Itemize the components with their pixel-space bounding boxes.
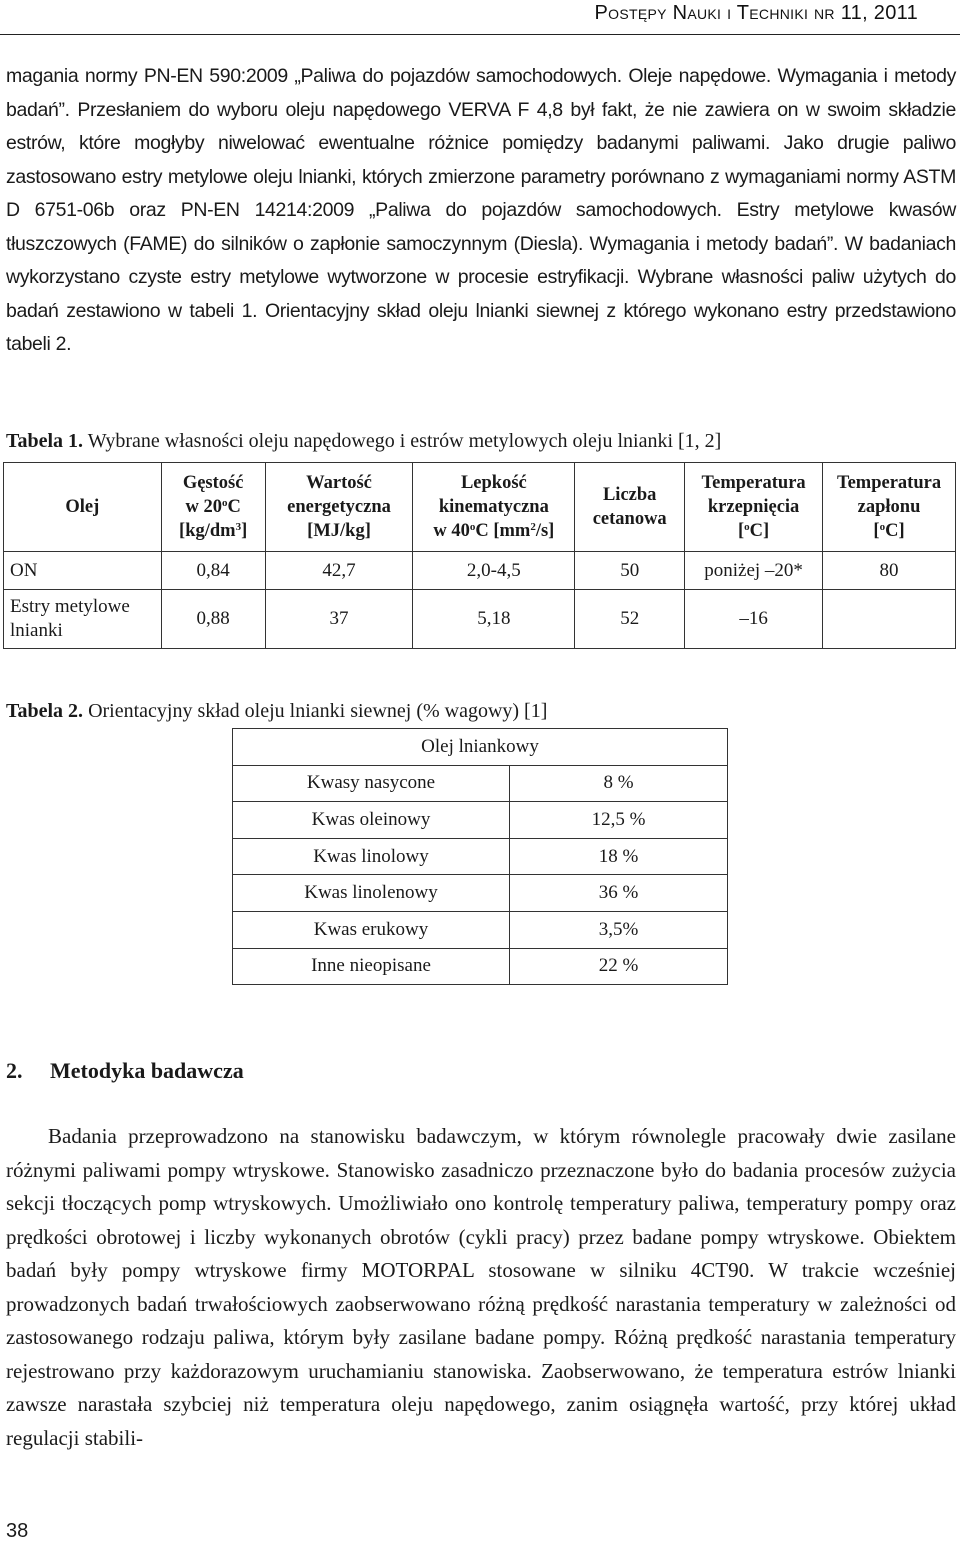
cell-energy: 37: [265, 590, 413, 649]
body-paragraph-1: magania normy PN-EN 590:2009 „Paliwa do pojazdów samochodowych. Oleje napędowe. Wymagania i metody badań”. Przesłaniem do wyboru oleju napędowego VERVA F 4,8 był fakt, że nie zawiera on w swoim składzie estrów, które mogłyby niwelować ewentualne różnice pomiędzy badanymi paliwami. Jako drugie paliwo zastosowano estry metylowe oleju lnianki, których zmierzone parametry porównano z wymaganiami normy ASTM D 6751-06b oraz PN-EN 14214:2009 „Paliwa do pojazdów samochodowych. Estry metylowe kwasów tłuszczowych (FAME) do silników o zapłonie samoczynnym (Diesla). Wymagania i metody badań”. W badaniach wykorzystano czyste estry metylowe wytworzone w procesie estryfikacji. Wybrane własności paliw użytych do badań zestawiono w tabeli 1. Orientacyjny skład oleju lnianki siewnej z którego wykonano estry przedstawiono tabeli 2.: [6, 65, 956, 355]
cell-cetane: 52: [575, 590, 685, 649]
table-1-title: Wybrane własności oleju napędowego i estrów metylowych oleju lnianki [1, 2]: [87, 430, 722, 452]
cell-oil: ON: [4, 552, 162, 590]
table-row: [233, 948, 728, 985]
table-2-header-row: [233, 729, 728, 766]
body-paragraph-2: Badania przeprowadzono na stanowisku badawczym, w którym równolegle pracowały dwie zasilane różnymi paliwami pompy wtryskowe. Stanowisko zasadniczo przeznaczone było do badania procesów zużycia sekcji tłoczących pomp wtryskowych. Umożliwiało ono kontrolę temperatury paliwa, temperatury pompy oraz prędkości obrotowej i liczby wykonanych obrotów (cykli pracy) przez badane pompy wtryskowe. Obiektem badań były pompy wtryskowe firmy MOTORPAL stosowane w silniku 4CT90. W trakcie wcześniej prowadzonych badań trwałościowych zaobserwowano różną prędkość narastania temperatury w zależności od zastosowanego rodzaju paliwa, którym były zasilane badane pompy. Różną prędkość narastania temperatury rejestrowano przy każdorazowym uruchamianiu stanowiska. Zaobserwowano, że temperatura estrów lnianki zawsze narastała szybciej niż temperatura oleju napędowego, zanim osiągnęła wartość, przy której układ regulacji stabili-: [6, 1124, 956, 1450]
journal-issue: 11, 2011: [840, 2, 918, 24]
col-header-pour-point: Temperatura krzepnięcia [$^o$C]: [685, 463, 823, 552]
cell-acid-share: 18 %: [510, 838, 728, 875]
table-row: [4, 590, 956, 649]
col-header-density: Gęstość w 20$^o$C $[kg/dm^3]$: [161, 463, 265, 552]
table-row: [233, 802, 728, 839]
cell-acid-share: 12,5 %: [510, 802, 728, 839]
cell-acid-name: Kwas erukowy: [233, 911, 510, 948]
header-rule: [0, 34, 960, 35]
page-number: 38: [6, 1520, 29, 1542]
table-1-caption: [6, 430, 721, 453]
col-header-energy: Wartość energetyczna [MJ/kg]: [265, 463, 413, 552]
cell-oil: Estry metylowe lnianki: [4, 590, 162, 649]
table-2: [232, 728, 728, 985]
cell-density: 0,88: [161, 590, 265, 649]
cell-energy: 42,7: [265, 552, 413, 590]
col-header-cetane: Liczba cetanowa: [575, 463, 685, 552]
table-1-label: Tabela 1.: [6, 430, 84, 452]
cell-pour-point: –16: [685, 590, 823, 649]
running-head: [595, 2, 919, 25]
table-2-label: Tabela 2.: [6, 700, 84, 722]
cell-acid-share: 22 %: [510, 948, 728, 985]
cell-acid-name: Kwas oleinowy: [233, 802, 510, 839]
cell-acid-name: Inne nieopisane: [233, 948, 510, 985]
col-header-oil: Olej: [4, 463, 162, 552]
table-row: [233, 765, 728, 802]
table-2-title: Orientacyjny skład oleju lnianki siewnej (% wagowy) [1]: [88, 700, 548, 722]
cell-cetane: 50: [575, 552, 685, 590]
table-row: [233, 838, 728, 875]
cell-acid-name: Kwas linolenowy: [233, 875, 510, 912]
cell-flash-point: 80: [823, 552, 956, 590]
journal-name: Postępy Nauki i Techniki nr: [594, 2, 835, 24]
cell-density: 0,84: [161, 552, 265, 590]
section-heading: [6, 1058, 244, 1084]
cell-flash-point: [823, 590, 956, 649]
col-header-viscosity: Lepkość kinematyczna w 40$^o$C $[mm^2/s]$: [413, 463, 575, 552]
cell-acid-share: 36 %: [510, 875, 728, 912]
table-1-header-row: [4, 463, 956, 552]
cell-acid-name: Kwas linolowy: [233, 838, 510, 875]
table-row: [233, 875, 728, 912]
section-number: 2.: [6, 1058, 23, 1083]
col-header-flash-point: Temperatura zapłonu [$^o$C]: [823, 463, 956, 552]
cell-pour-point: poniżej –20*: [685, 552, 823, 590]
table-1: [3, 462, 956, 649]
table-2-header: Olej lniankowy: [233, 729, 728, 766]
table-2-caption: [6, 700, 547, 723]
table-row: [233, 911, 728, 948]
table-row: [4, 552, 956, 590]
cell-viscosity: 2,0-4,5: [413, 552, 575, 590]
cell-viscosity: 5,18: [413, 590, 575, 649]
cell-acid-share: 8 %: [510, 765, 728, 802]
cell-acid-share: 3,5%: [510, 911, 728, 948]
section-title: Metodyka badawcza: [50, 1058, 244, 1083]
cell-acid-name: Kwasy nasycone: [233, 765, 510, 802]
